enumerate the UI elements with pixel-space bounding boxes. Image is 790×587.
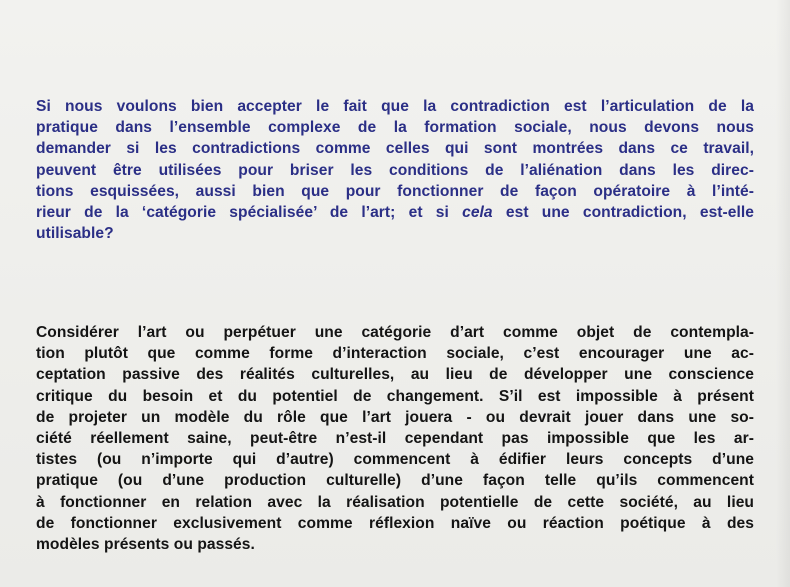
- paragraph1-line-5: tions esquissées, aussi bien que pour fonctionner de façon opératoire à l’inté-: [36, 182, 754, 200]
- black-paragraph: [36, 322, 754, 555]
- paragraph1-line-2: pratique dans l’ensemble complexe de la formation sociale, nous devons nous: [36, 119, 754, 137]
- paragraph2-line-4: critique du besoin et du potentiel de changement. S’il est impossible à présent: [36, 387, 754, 405]
- paragraph1-line-3: demander si les contradictions comme celles qui sont montrées dans ce travail,: [36, 140, 754, 158]
- paragraph2-line-2: tion plutôt que comme forme d’interaction sociale, c’est encourager une ac-: [36, 345, 754, 363]
- paragraph2-line-6: ciété réellement saine, peut-être n’est-il cependant pas impossible que les ar-: [36, 430, 754, 448]
- paragraph2-line-7: tistes (ou n’importe qui d’autre) commencent à édifier leurs concepts d’une: [36, 451, 754, 469]
- paragraph2-line-10: de fonctionner exclusivement comme réflexion naïve ou réaction poétique à des: [36, 514, 754, 532]
- page-edge-shadow: [776, 0, 790, 587]
- paragraph1-line-7: utilisable?: [36, 225, 114, 243]
- paragraph1-line-6: [36, 202, 754, 223]
- paragraph1-line-4: peuvent être utilisées pour briser les conditions de l’aliénation dans les direc-: [36, 161, 754, 179]
- paragraph2-line-9: à fonctionner en relation avec la réalisation potentielle de cette société, au lieu: [36, 493, 754, 511]
- paragraph1-line-6-start: rieur de la ‘catégorie spécialisée’ de l’art; et si: [36, 204, 463, 222]
- italic-word-cela: cela: [462, 204, 493, 222]
- paragraph2-line-11: modèles présents ou passés.: [36, 536, 255, 554]
- paragraph1-line-6-end: est une contradiction, est-elle: [492, 204, 754, 222]
- paragraph2-line-5: de projeter un modèle du rôle que l’art jouera - ou devrait jouer dans une so-: [36, 408, 754, 426]
- paragraph1-line-1: Si nous voulons bien accepter le fait que la contradiction est l’articulation de la: [36, 98, 754, 115]
- paragraph2-line-8: pratique (ou d’une production culturelle) d’une façon telle qu’ils commencent: [36, 472, 754, 490]
- paragraph2-line-1: Considérer l’art ou perpétuer une catégorie d’art comme objet de contempla-: [36, 324, 754, 341]
- blue-paragraph: [36, 96, 754, 244]
- paragraph2-line-3: ceptation passive des réalités culturelles, au lieu de développer une conscience: [36, 366, 754, 384]
